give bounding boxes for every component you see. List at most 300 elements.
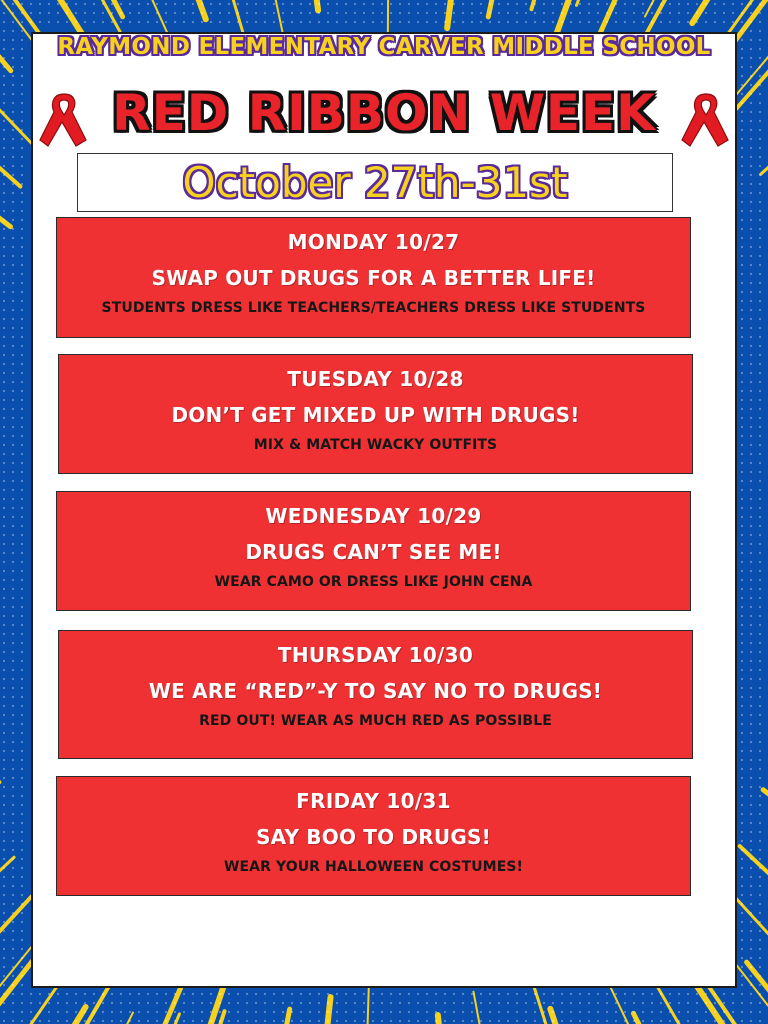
halftone-dot	[741, 993, 743, 995]
halftone-dot	[156, 1020, 158, 1022]
halftone-dot	[489, 1002, 491, 1004]
halftone-dot	[129, 1011, 131, 1013]
halftone-dot	[174, 21, 176, 23]
halftone-dot	[327, 12, 329, 14]
halftone-dot	[12, 957, 14, 959]
halftone-dot	[750, 741, 752, 743]
halftone-dot	[759, 525, 761, 527]
halftone-dot	[12, 237, 14, 239]
halftone-dot	[3, 921, 5, 923]
halftone-dot	[12, 345, 14, 347]
halftone-dot	[750, 822, 752, 824]
halftone-dot	[453, 21, 455, 23]
halftone-dot	[759, 408, 761, 410]
halftone-dot	[660, 12, 662, 14]
halftone-dot	[624, 12, 626, 14]
halftone-dot	[750, 597, 752, 599]
halftone-dot	[579, 1011, 581, 1013]
halftone-dot	[30, 3, 32, 5]
halftone-dot	[12, 777, 14, 779]
halftone-dot	[12, 651, 14, 653]
halftone-dot	[750, 723, 752, 725]
halftone-dot	[12, 597, 14, 599]
halftone-dot	[21, 12, 23, 14]
halftone-dot	[3, 543, 5, 545]
halftone-dot	[21, 1020, 23, 1022]
halftone-dot	[759, 786, 761, 788]
halftone-dot	[84, 12, 86, 14]
halftone-dot	[273, 21, 275, 23]
halftone-dot	[759, 156, 761, 158]
halftone-dot	[759, 822, 761, 824]
halftone-dot	[759, 606, 761, 608]
halftone-dot	[759, 309, 761, 311]
halftone-dot	[750, 183, 752, 185]
date-range: October 27th-31st	[182, 158, 568, 207]
halftone-dot	[228, 1011, 230, 1013]
halftone-dot	[453, 993, 455, 995]
halftone-dot	[444, 12, 446, 14]
halftone-dot	[462, 21, 464, 23]
halftone-dot	[750, 75, 752, 77]
halftone-dot	[759, 192, 761, 194]
halftone-dot	[48, 12, 50, 14]
halftone-dot	[30, 21, 32, 23]
halftone-dot	[426, 1002, 428, 1004]
halftone-dot	[741, 219, 743, 221]
halftone-dot	[21, 480, 23, 482]
halftone-dot	[237, 21, 239, 23]
halftone-dot	[165, 1020, 167, 1022]
halftone-dot	[39, 21, 41, 23]
day-description: RED OUT! WEAR AS MUCH RED AS POSSIBLE	[199, 713, 552, 729]
halftone-dot	[759, 885, 761, 887]
halftone-dot	[750, 876, 752, 878]
halftone-dot	[3, 867, 5, 869]
halftone-dot	[291, 1011, 293, 1013]
halftone-dot	[741, 912, 743, 914]
halftone-dot	[345, 3, 347, 5]
halftone-dot	[579, 993, 581, 995]
halftone-dot	[417, 1020, 419, 1022]
halftone-dot	[111, 993, 113, 995]
halftone-dot	[444, 21, 446, 23]
halftone-dot	[687, 1020, 689, 1022]
halftone-dot	[309, 1002, 311, 1004]
halftone-dot	[462, 1020, 464, 1022]
halftone-dot	[21, 174, 23, 176]
halftone-dot	[3, 552, 5, 554]
halftone-dot	[759, 849, 761, 851]
halftone-dot	[75, 21, 77, 23]
halftone-dot	[363, 1020, 365, 1022]
halftone-dot	[750, 156, 752, 158]
halftone-dot	[750, 354, 752, 356]
halftone-dot	[12, 462, 14, 464]
halftone-dot	[759, 759, 761, 761]
halftone-dot	[282, 3, 284, 5]
halftone-dot	[12, 1011, 14, 1013]
halftone-dot	[669, 3, 671, 5]
halftone-dot	[138, 1020, 140, 1022]
halftone-dot	[750, 525, 752, 527]
halftone-dot	[21, 336, 23, 338]
halftone-dot	[120, 1020, 122, 1022]
day-description: WEAR CAMO OR DRESS LIKE JOHN CENA	[214, 574, 533, 590]
halftone-dot	[759, 588, 761, 590]
halftone-dot	[759, 741, 761, 743]
halftone-dot	[579, 21, 581, 23]
halftone-dot	[714, 12, 716, 14]
halftone-dot	[759, 417, 761, 419]
halftone-dot	[21, 912, 23, 914]
halftone-dot	[759, 858, 761, 860]
halftone-dot	[615, 1011, 617, 1013]
halftone-dot	[417, 1011, 419, 1013]
halftone-dot	[741, 390, 743, 392]
halftone-dot	[138, 1011, 140, 1013]
halftone-dot	[741, 255, 743, 257]
halftone-dot	[696, 993, 698, 995]
halftone-dot	[327, 21, 329, 23]
halftone-dot	[741, 696, 743, 698]
halftone-dot	[687, 1011, 689, 1013]
halftone-dot	[750, 336, 752, 338]
halftone-dot	[750, 930, 752, 932]
halftone-dot	[57, 3, 59, 5]
halftone-dot	[21, 741, 23, 743]
halftone-dot	[21, 534, 23, 536]
halftone-dot	[480, 1011, 482, 1013]
halftone-dot	[597, 993, 599, 995]
day-card-monday	[56, 217, 691, 338]
halftone-dot	[759, 489, 761, 491]
halftone-dot	[750, 507, 752, 509]
halftone-dot	[48, 993, 50, 995]
halftone-dot	[741, 516, 743, 518]
halftone-dot	[309, 3, 311, 5]
halftone-dot	[453, 1002, 455, 1004]
halftone-dot	[363, 1011, 365, 1013]
halftone-dot	[381, 1011, 383, 1013]
halftone-dot	[480, 3, 482, 5]
halftone-dot	[21, 444, 23, 446]
halftone-dot	[255, 3, 257, 5]
halftone-dot	[219, 1011, 221, 1013]
halftone-dot	[57, 1002, 59, 1004]
halftone-dot	[759, 876, 761, 878]
halftone-dot	[3, 570, 5, 572]
halftone-dot	[12, 543, 14, 545]
halftone-dot	[12, 417, 14, 419]
halftone-dot	[21, 183, 23, 185]
halftone-dot	[750, 1002, 752, 1004]
halftone-dot	[3, 777, 5, 779]
halftone-dot	[3, 183, 5, 185]
halftone-dot	[21, 246, 23, 248]
halftone-dot	[219, 1020, 221, 1022]
halftone-dot	[453, 1020, 455, 1022]
halftone-dot	[12, 579, 14, 581]
halftone-dot	[129, 1002, 131, 1004]
halftone-dot	[12, 156, 14, 158]
halftone-dot	[741, 615, 743, 617]
halftone-dot	[111, 1002, 113, 1004]
halftone-dot	[3, 615, 5, 617]
halftone-dot	[489, 993, 491, 995]
halftone-dot	[246, 3, 248, 5]
halftone-dot	[426, 12, 428, 14]
halftone-dot	[561, 1020, 563, 1022]
halftone-dot	[165, 1011, 167, 1013]
halftone-dot	[687, 993, 689, 995]
halftone-dot	[741, 246, 743, 248]
halftone-dot	[741, 831, 743, 833]
halftone-dot	[741, 561, 743, 563]
halftone-dot	[678, 12, 680, 14]
halftone-dot	[48, 3, 50, 5]
halftone-dot	[525, 3, 527, 5]
halftone-dot	[12, 300, 14, 302]
halftone-dot	[516, 1020, 518, 1022]
halftone-dot	[642, 1011, 644, 1013]
halftone-dot	[120, 993, 122, 995]
halftone-dot	[21, 822, 23, 824]
halftone-dot	[264, 993, 266, 995]
halftone-dot	[543, 12, 545, 14]
halftone-dot	[345, 21, 347, 23]
halftone-dot	[444, 1011, 446, 1013]
halftone-dot	[354, 1011, 356, 1013]
halftone-dot	[696, 3, 698, 5]
halftone-dot	[273, 993, 275, 995]
day-card-thursday	[58, 630, 693, 759]
halftone-dot	[750, 795, 752, 797]
halftone-dot	[417, 21, 419, 23]
halftone-dot	[12, 255, 14, 257]
halftone-dot	[606, 993, 608, 995]
halftone-dot	[21, 552, 23, 554]
halftone-dot	[3, 759, 5, 761]
halftone-dot	[759, 228, 761, 230]
halftone-dot	[606, 1002, 608, 1004]
halftone-dot	[417, 12, 419, 14]
halftone-dot	[246, 993, 248, 995]
halftone-dot	[507, 1020, 509, 1022]
halftone-dot	[3, 831, 5, 833]
halftone-dot	[264, 21, 266, 23]
halftone-dot	[3, 525, 5, 527]
halftone-dot	[21, 156, 23, 158]
halftone-dot	[30, 1002, 32, 1004]
halftone-dot	[21, 516, 23, 518]
halftone-dot	[3, 264, 5, 266]
halftone-dot	[759, 993, 761, 995]
halftone-dot	[750, 642, 752, 644]
halftone-dot	[462, 3, 464, 5]
halftone-dot	[579, 1020, 581, 1022]
halftone-dot	[372, 3, 374, 5]
halftone-dot	[741, 651, 743, 653]
day-theme: SAY BOO TO DRUGS!	[256, 825, 491, 849]
halftone-dot	[309, 12, 311, 14]
halftone-dot	[345, 12, 347, 14]
halftone-dot	[21, 363, 23, 365]
halftone-dot	[264, 1011, 266, 1013]
halftone-dot	[21, 282, 23, 284]
halftone-dot	[246, 1020, 248, 1022]
halftone-dot	[300, 3, 302, 5]
halftone-dot	[192, 21, 194, 23]
halftone-dot	[633, 21, 635, 23]
halftone-dot	[750, 498, 752, 500]
halftone-dot	[21, 795, 23, 797]
halftone-dot	[219, 993, 221, 995]
halftone-dot	[183, 21, 185, 23]
halftone-dot	[237, 1002, 239, 1004]
halftone-dot	[741, 669, 743, 671]
halftone-dot	[741, 867, 743, 869]
halftone-dot	[750, 426, 752, 428]
halftone-dot	[12, 633, 14, 635]
halftone-dot	[669, 1002, 671, 1004]
halftone-dot	[21, 408, 23, 410]
halftone-dot	[660, 1011, 662, 1013]
halftone-dot	[741, 939, 743, 941]
halftone-dot	[759, 552, 761, 554]
halftone-dot	[3, 561, 5, 563]
halftone-dot	[237, 12, 239, 14]
halftone-dot	[759, 273, 761, 275]
halftone-dot	[759, 660, 761, 662]
halftone-dot	[606, 21, 608, 23]
halftone-dot	[750, 453, 752, 455]
halftone-dot	[21, 615, 23, 617]
halftone-dot	[759, 903, 761, 905]
halftone-dot	[156, 993, 158, 995]
halftone-dot	[372, 1002, 374, 1004]
halftone-dot	[3, 327, 5, 329]
halftone-dot	[264, 3, 266, 5]
halftone-dot	[759, 453, 761, 455]
halftone-dot	[534, 3, 536, 5]
halftone-dot	[30, 12, 32, 14]
halftone-dot	[732, 3, 734, 5]
halftone-dot	[750, 750, 752, 752]
halftone-dot	[12, 192, 14, 194]
halftone-dot	[75, 3, 77, 5]
halftone-dot	[192, 3, 194, 5]
halftone-dot	[462, 12, 464, 14]
halftone-dot	[3, 1020, 5, 1022]
halftone-dot	[516, 993, 518, 995]
halftone-dot	[516, 1011, 518, 1013]
halftone-dot	[759, 534, 761, 536]
day-card-wednesday	[56, 491, 691, 611]
halftone-dot	[480, 21, 482, 23]
halftone-dot	[3, 309, 5, 311]
halftone-dot	[3, 192, 5, 194]
halftone-dot	[561, 21, 563, 23]
halftone-dot	[750, 471, 752, 473]
halftone-dot	[660, 3, 662, 5]
halftone-dot	[129, 993, 131, 995]
halftone-dot	[741, 408, 743, 410]
halftone-dot	[12, 408, 14, 410]
halftone-dot	[750, 984, 752, 986]
halftone-dot	[498, 12, 500, 14]
halftone-dot	[228, 12, 230, 14]
halftone-dot	[264, 12, 266, 14]
halftone-dot	[3, 255, 5, 257]
halftone-dot	[741, 291, 743, 293]
halftone-dot	[615, 12, 617, 14]
halftone-dot	[3, 804, 5, 806]
halftone-dot	[750, 903, 752, 905]
halftone-dot	[48, 21, 50, 23]
halftone-dot	[3, 957, 5, 959]
halftone-dot	[12, 705, 14, 707]
halftone-dot	[750, 21, 752, 23]
halftone-dot	[192, 993, 194, 995]
halftone-dot	[165, 21, 167, 23]
halftone-dot	[21, 723, 23, 725]
halftone-dot	[741, 795, 743, 797]
halftone-dot	[669, 21, 671, 23]
halftone-dot	[21, 543, 23, 545]
halftone-dot	[21, 768, 23, 770]
halftone-dot	[300, 1020, 302, 1022]
halftone-dot	[759, 66, 761, 68]
halftone-dot	[75, 1011, 77, 1013]
halftone-dot	[759, 678, 761, 680]
halftone-dot	[741, 597, 743, 599]
halftone-dot	[750, 966, 752, 968]
halftone-dot	[21, 471, 23, 473]
halftone-dot	[12, 615, 14, 617]
halftone-dot	[21, 1011, 23, 1013]
halftone-dot	[417, 3, 419, 5]
halftone-dot	[3, 876, 5, 878]
halftone-dot	[12, 264, 14, 266]
halftone-dot	[507, 993, 509, 995]
halftone-dot	[102, 1002, 104, 1004]
halftone-dot	[174, 1011, 176, 1013]
halftone-dot	[597, 1020, 599, 1022]
halftone-dot	[750, 282, 752, 284]
halftone-dot	[741, 147, 743, 149]
halftone-dot	[3, 444, 5, 446]
halftone-dot	[759, 696, 761, 698]
halftone-dot	[453, 1011, 455, 1013]
halftone-dot	[741, 462, 743, 464]
halftone-dot	[102, 3, 104, 5]
halftone-dot	[12, 12, 14, 14]
halftone-dot	[48, 1002, 50, 1004]
halftone-dot	[741, 687, 743, 689]
halftone-dot	[3, 840, 5, 842]
halftone-dot	[3, 930, 5, 932]
halftone-dot	[516, 1002, 518, 1004]
halftone-dot	[3, 993, 5, 995]
halftone-dot	[12, 390, 14, 392]
halftone-dot	[534, 12, 536, 14]
halftone-dot	[12, 561, 14, 563]
halftone-dot	[534, 1011, 536, 1013]
halftone-dot	[741, 606, 743, 608]
halftone-dot	[219, 12, 221, 14]
halftone-dot	[759, 597, 761, 599]
